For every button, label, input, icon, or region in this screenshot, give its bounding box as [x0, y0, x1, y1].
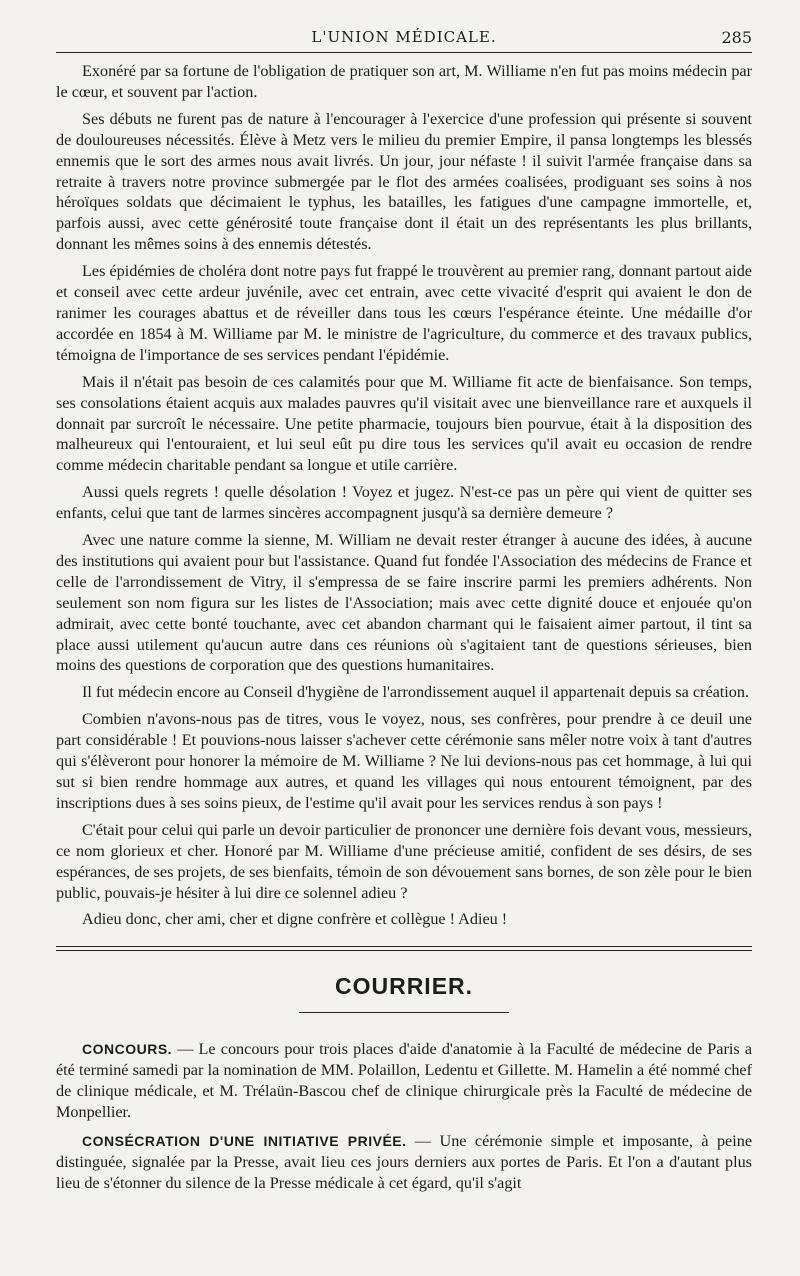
news-lead: CONSÉCRATION D'UNE INITIATIVE PRIVÉE. [82, 1132, 407, 1149]
article-paragraph: C'était pour celui qui parle un devoir particulier de prononcer une dernière fois devant vous, messieurs, ce nom glorieux et cher. Honoré par M. Williame d'une précieuse amitié, confident de ses désirs, de ses espérances, de ses projets, de ses bienfaits, témoin de son dévouement sans bornes, de son zèle pour le bien public, pouvais-je hésiter à lui dire ce solennel adieu ? [56, 820, 752, 902]
section-divider [56, 946, 752, 951]
journal-page [56, 22, 752, 1202]
article-paragraph: Il fut médecin encore au Conseil d'hygiène de l'arrondissement auquel il appartenait depuis sa création. [82, 683, 750, 702]
article-paragraph: Exonéré par sa fortune de l'obligation de pratiquer son art, M. Williame n'en fut pas moins médecin par le cœur, et souvent par l'action. [56, 62, 752, 101]
article-paragraph: Mais il n'était pas besoin de ces calamités pour que M. Williame fit acte de bienfaisance. Son temps, ses consolations étaient acquis aux malades pauvres qu'il visitait avec une bienveillance rare et auxquels il donnait par surcroît le nécessaire. Une petite pharmacie, toujours bien pourvue, était à la disposition des malheureux qui l'entouraient, et lui seul eût pu dire tous les services qu'il avait eu occasion de rendre comme médecin charitable pendant sa longue et utile carrière. [56, 372, 752, 475]
news-text: — Une cérémonie simple et imposante, à peine distinguée, signalée par la Presse, avait lieu ces jours derniers aux portes de Paris. Et l'on a d'autant plus lieu de s'étonner du silence de la Presse médicale à cet égard, qu'il s'agit [56, 1131, 753, 1192]
article-paragraph: Adieu donc, cher ami, cher et digne confrère et collègue ! Adieu ! [82, 910, 508, 929]
news-section [56, 1039, 752, 1193]
article-body [56, 61, 752, 930]
article-paragraph: Ses débuts ne furent pas de nature à l'encourager à l'exercice d'une profession qui présente si souvent de douloureuses nécessités. Élève à Metz vers le milieu du premier Empire, il pansa longtemps les blessés ennemis que le sort des armes nous avait livrés. Un jour, jour néfaste ! il suivit l'armée française dans sa retraite à travers notre province submergée par le flot des armées coalisées, prodiguant ses soins à nos héroïques soldats que décimaient le typhus, les batailles, les fatigues d'une campagne immortelle, et, parfois aussi, avec cette générosité toute française dont il était un des représentants les plus brillants, donnant les mêmes soins à des ennemis détestés. [56, 109, 752, 254]
news-item [56, 1131, 752, 1194]
article-paragraph: Combien n'avons-nous pas de titres, vous le voyez, nous, ses confrères, pour prendre à ce deuil une part considérable ! Et pouvions-nous laisser s'achever cette cérémonie sans mêler notre voix à tant d'autres qui s'élèveront pour honorer la mémoire de M. Williame ? Ne lui devions-nous pas cet hommage, à lui qui sut si bien rendre hommage aux autres, et quand les villages qui nous entourent témoignent, par des inscriptions dues à ses soins pieux, de l'estime qu'il avait pour les services rendus à son pays ! [56, 710, 752, 812]
title-rule [299, 1012, 509, 1013]
section-title: COURRIER. [334, 973, 474, 1000]
page-number: 285 [721, 28, 752, 47]
news-item [56, 1039, 752, 1123]
running-title: L'UNION MÉDICALE. [311, 28, 497, 46]
article-paragraph: Les épidémies de choléra dont notre pays fut frappé le trouvèrent au premier rang, donnant partout aide et conseil avec cette ardeur juvénile, avec cet entrain, avec cette vivacité d'esprit qui avaient le don de ranimer les courages abattus et de réveiller dans tous les cœurs l'espérance éteinte. Une médaille d'or accordée en 1854 à M. Williame par M. le ministre de l'agriculture, du commerce et des travaux publics, témoigna de l'importance de ses services pendant l'épidémie. [56, 262, 752, 364]
header-rule [56, 52, 752, 53]
running-head [56, 22, 752, 50]
news-text: — Le concours pour trois places d'aide d'anatomie à la Faculté de médecine de Paris a été terminé samedi par la nomination de MM. Polaillon, Ledentu et Gillette. M. Hamelin a été nommé chef de clinique médicale, et M. Trélaün-Bascou chef de clinique chirurgicale près la Faculté de médecine de Monpellier. [56, 1040, 752, 1122]
news-lead: CONCOURS. [82, 1041, 173, 1058]
article-paragraph: Aussi quels regrets ! quelle désolation ! Voyez et jugez. N'est-ce pas un père qui vient de quitter ses enfants, celui que tant de larmes sincères accompagnent jusqu'à sa dernière demeure ? [56, 483, 752, 523]
article-paragraph: Avec une nature comme la sienne, M. William ne devait rester étranger à aucune des idées, à aucune des institutions qui avaient pour but l'assistance. Quand fut fondée l'Association des médecins de France et celle de l'arrondissement de Vitry, il s'empressa de se faire inscrire parmi les premiers adhérents. Non seulement son nom figura sur les listes de l'Association; mais avec cette dignité douce et enjouée qu'on admirait, avec cette bonté touchante, avec cet abandon charmant qui le faisaient aimer partout, il tint sa place aussi utilement qu'aucun autre dans ces réunions où s'agitaient tant de questions sérieuses, bien moins des questions de corporation que des questions humanitaires. [56, 531, 752, 675]
